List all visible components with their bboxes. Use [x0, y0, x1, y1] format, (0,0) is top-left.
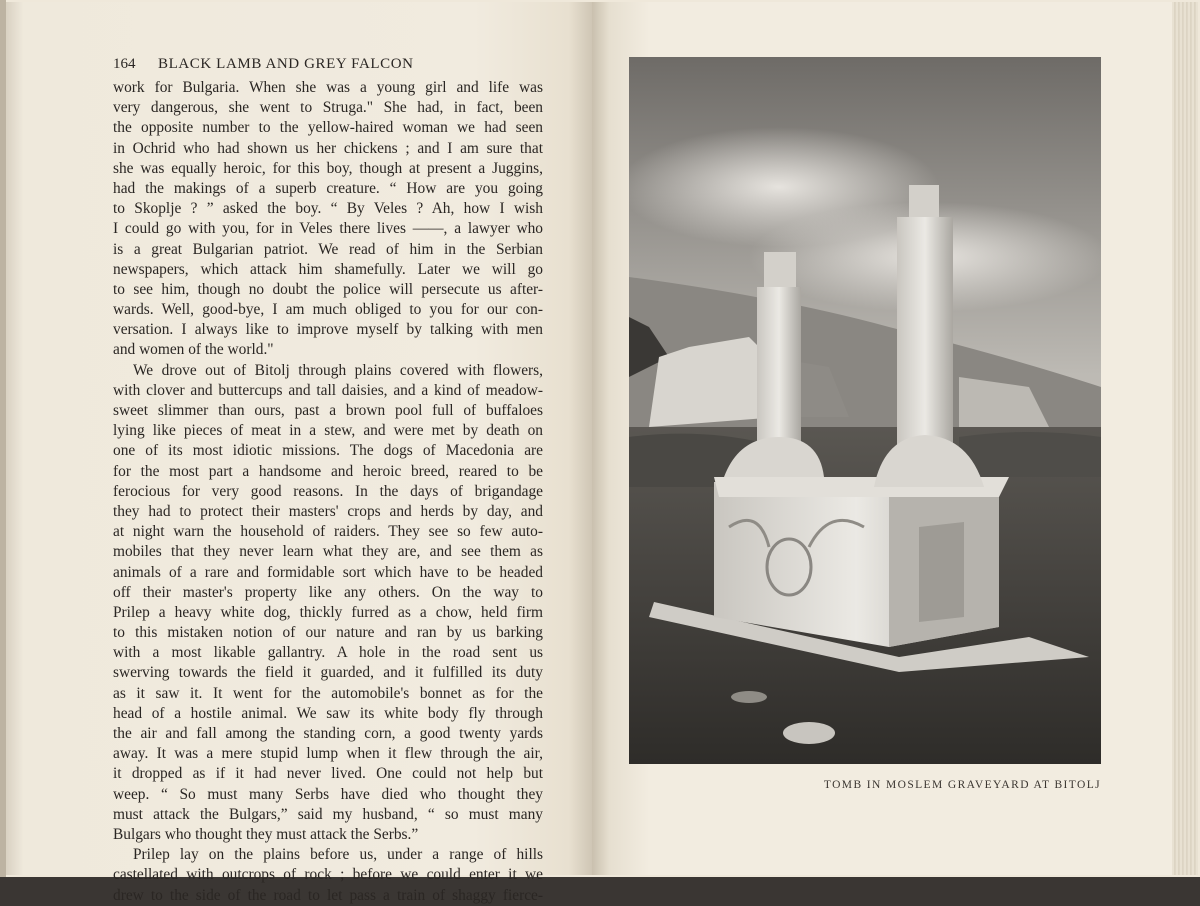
text-line: to this mistaken notion of our nature and ran by us barking: [113, 624, 543, 642]
text-line: she was equally heroic, for this boy, though at present a Juggins,: [113, 159, 543, 177]
text-line: swerving towards the field it guarded, and it fulfilled its duty: [113, 664, 543, 682]
text-line: weep. “ So must many Serbs have died who thought they: [113, 785, 543, 803]
text-line: the opposite number to the yellow-haired woman we had seen: [113, 119, 543, 137]
text-line: sweet slimmer than ours, past a brown pool full of buffaloes: [113, 402, 543, 419]
text-line: with a most likable gallantry. A hole in the road sent us: [113, 644, 543, 662]
text-line: it dropped as if it had never lived. One could not help but: [113, 765, 543, 783]
running-title: BLACK LAMB AND GREY FALCON: [158, 56, 414, 72]
text-line: Prilep lay on the plains before us, under a range of hills: [133, 846, 543, 864]
text-line: in Ochrid who had shown us her chickens ; and I am sure that: [113, 139, 543, 157]
text-line: work for Bulgaria. When she was a young girl and life was: [113, 79, 543, 96]
text-line: animals of a rare and formidable sort which have to be headed: [113, 563, 543, 581]
tomb-photograph: [629, 57, 1101, 764]
text-line: with clover and buttercups and tall daisies, and a kind of meadow-: [113, 381, 543, 399]
text-line: as it saw it. It went for the automobile's bonnet as for the: [113, 684, 543, 702]
body-text: [113, 78, 543, 906]
text-line: the air and fall among the standing corn, a good twenty yards: [113, 725, 543, 742]
text-line: lying like pieces of meat in a stew, and were met by death on: [113, 422, 543, 440]
text-line: and women of the world.": [113, 341, 274, 359]
text-line: ferocious for very good reasons. In the days of brigandage: [113, 482, 543, 500]
page-edges: [1172, 2, 1198, 875]
text-line: We drove out of Bitolj through plains covered with flowers,: [133, 361, 543, 379]
photo-caption: TOMB IN MOSLEM GRAVEYARD AT BITOLJ: [823, 779, 1101, 791]
text-line: castellated with outcrops of rock ; before we could enter it we: [113, 866, 543, 884]
text-line: had the makings of a superb creature. “ How are you going: [113, 179, 543, 197]
page-number: 164: [113, 56, 136, 72]
text-line: must attack the Bulgars,” said my husband, “ so must many: [113, 805, 543, 823]
text-line: to see him, though no doubt the police will persecute us after-: [113, 280, 543, 298]
text-line: mobiles that they never learn what they are, and see them as: [113, 543, 543, 561]
text-line: I could go with you, for in Veles there lives ——, a lawyer who: [113, 220, 543, 238]
text-line: Bulgars who thought they must attack the Serbs.”: [113, 825, 419, 843]
text-line: head of a hostile animal. We saw its white body fly through: [113, 704, 543, 722]
text-line: Prilep a heavy white dog, thickly furred as a chow, held firm: [113, 603, 543, 621]
text-line: newspapers, which attack him shamefully. Later we will go: [113, 260, 543, 278]
text-line: drew to the side of the road to let pass a train of shaggy fierce-: [113, 886, 543, 904]
text-line: very dangerous, she went to Struga." She had, in fact, been: [113, 99, 543, 117]
running-head: [113, 56, 543, 76]
text-line: away. It was a mere stupid lump when it flew through the air,: [113, 745, 543, 763]
text-line: to Skoplje ? ” asked the boy. “ By Veles ? Ah, how I wish: [113, 200, 543, 218]
text-line: off their master's property like any others. On the way to: [113, 583, 543, 601]
text-line: is a great Bulgarian patriot. We read of him in the Serbian: [113, 240, 543, 258]
text-line: for the most part a handsome and heroic breed, reared to be: [113, 462, 543, 480]
text-line: one of its most idiotic missions. The dogs of Macedonia are: [113, 442, 543, 460]
text-line: wards. Well, good-bye, I am much obliged to you for our con-: [113, 301, 543, 319]
text-line: versation. I always like to improve myself by talking with men: [113, 321, 543, 339]
text-line: they had to protect their masters' crops and herds by day, and: [113, 502, 543, 520]
text-line: at night warn the household of raiders. They see so few auto-: [113, 523, 543, 541]
